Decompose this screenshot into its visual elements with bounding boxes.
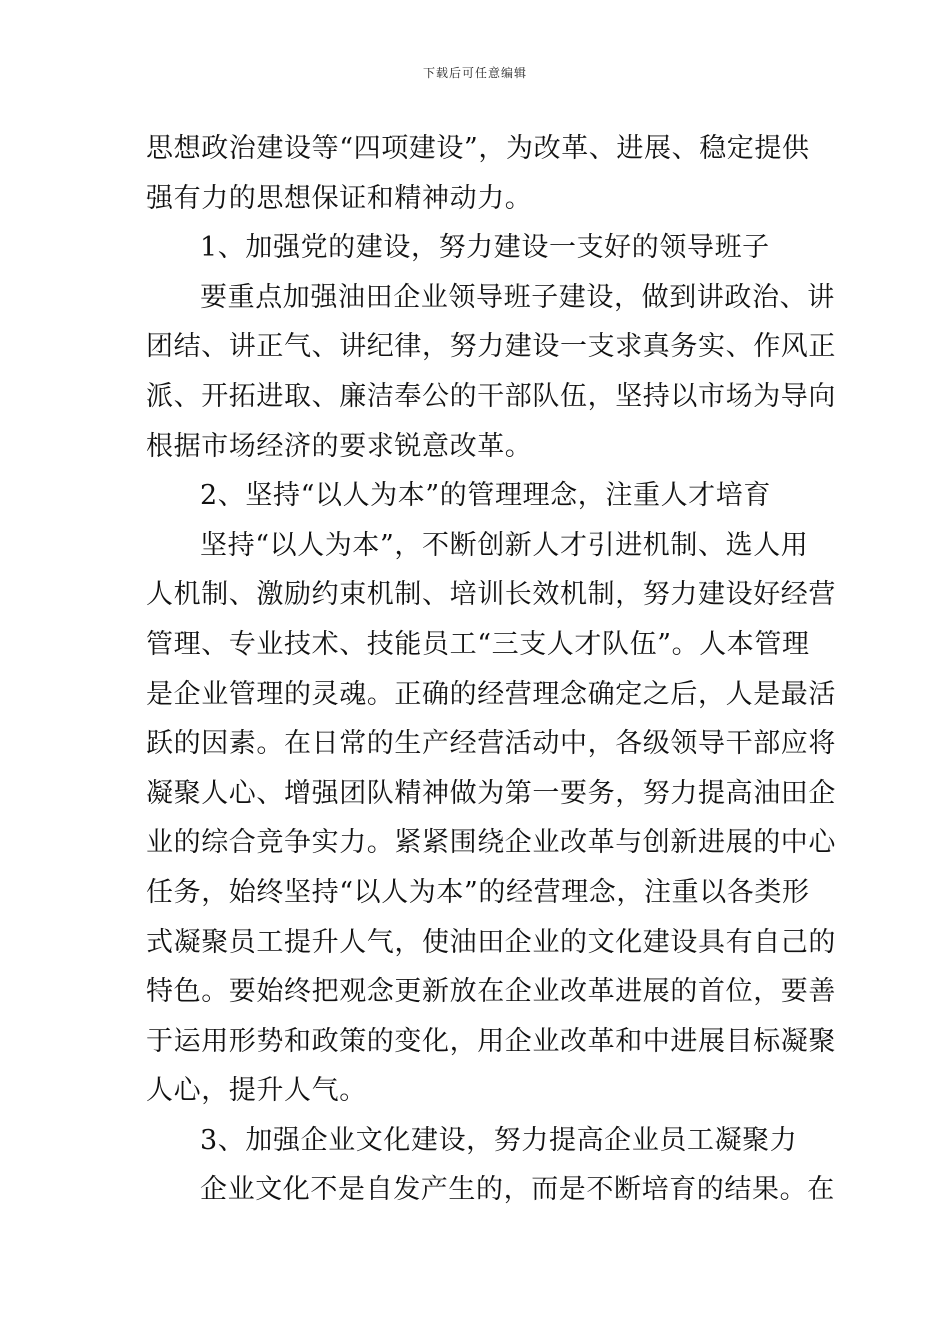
body-line: 于运用形势和政策的变化，用企业改革和中进展目标凝聚	[146, 1025, 836, 1057]
document-body	[146, 124, 836, 1215]
header-note: 下载后可任意编辑	[422, 66, 527, 80]
body-line: 派、开拓进取、廉洁奉公的干部队伍，坚持以市场为导向	[146, 380, 836, 412]
body-line: 团结、讲正气、讲纪律，努力建设一支求真务实、作风正	[146, 331, 836, 363]
body-line: 特色。要始终把观念更新放在企业改革进展的首位，要善	[146, 976, 836, 1008]
body-line: 是企业管理的灵魂。正确的经营理念确定之后，人是最活	[146, 678, 836, 710]
body-line: 根据市场经济的要求锐意改革。	[146, 430, 533, 462]
body-line: 人机制、激励约束机制、培训长效机制，努力建设好经营	[146, 579, 836, 611]
body-line: 企业文化不是自发产生的，而是不断培育的结果。在	[200, 1174, 835, 1206]
body-line: 2、坚持“以人为本”的管理理念，注重人才培育	[200, 480, 771, 512]
body-line: 3、加强企业文化建设，努力提高企业员工凝聚力	[200, 1124, 798, 1156]
body-line: 式凝聚员工提升人气，使油田企业的文化建设具有自己的	[146, 926, 836, 958]
body-line: 凝聚人心、增强团队精神做为第一要务，努力提高油田企	[146, 777, 836, 809]
body-line: 1、加强党的建设，努力建设一支好的领导班子	[200, 232, 770, 264]
body-line: 管理、专业技术、技能员工“三支人才队伍”。人本管理	[146, 628, 810, 660]
body-line: 跃的因素。在日常的生产经营活动中，各级领导干部应将	[146, 728, 836, 760]
body-line: 思想政治建设等“四项建设”，为改革、进展、稳定提供	[146, 133, 810, 164]
body-line: 任务，始终坚持“以人为本”的经营理念，注重以各类形	[146, 876, 810, 908]
body-line: 人心，提升人气。	[146, 1075, 367, 1107]
body-line: 坚持“以人为本”，不断创新人才引进机制、选人用	[200, 529, 809, 561]
body-line: 要重点加强油田企业领导班子建设，做到讲政治、讲	[200, 281, 835, 313]
body-line: 强有力的思想保证和精神动力。	[146, 182, 533, 214]
body-line: 业的综合竞争实力。紧紧围绕企业改革与创新进展的中心	[146, 827, 836, 859]
